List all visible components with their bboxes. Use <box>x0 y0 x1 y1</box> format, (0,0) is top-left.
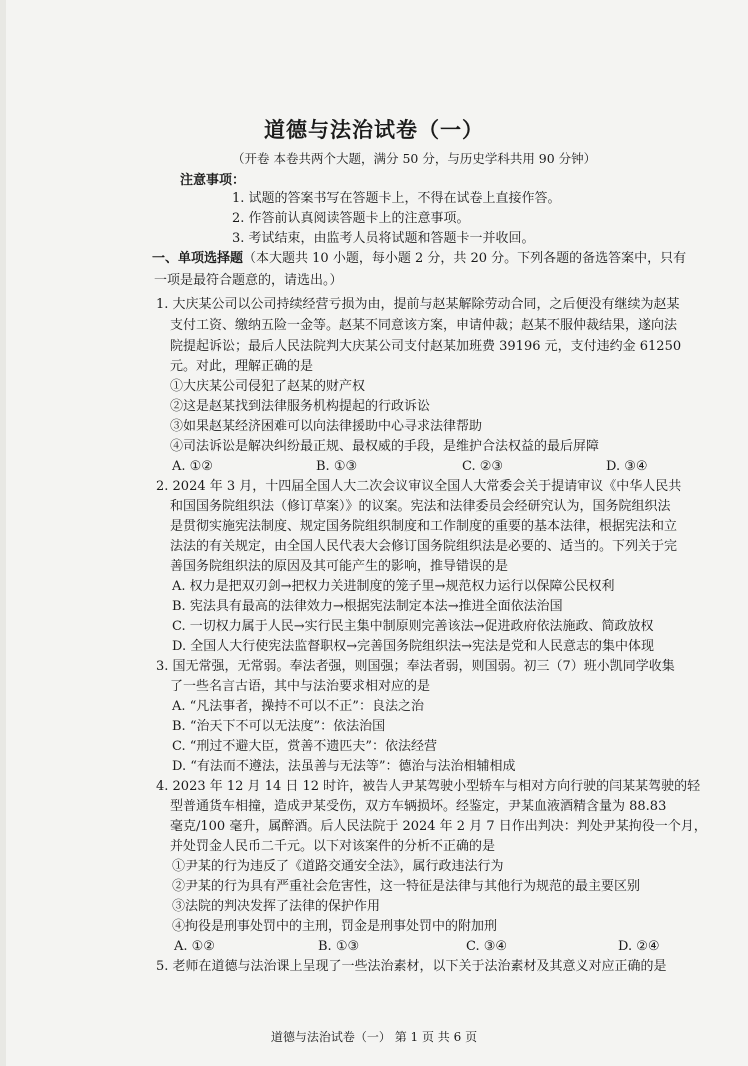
question-5-line: 5. 老师在道德与法治课上呈现了一些法治素材，以下关于法治素材及其意义对应正确的是 <box>156 959 667 974</box>
section-desc: （本大题共 10 小题，每小题 2 分，共 20 分。下列各题的备选答案中，只有 <box>243 251 687 266</box>
question-1-line: 院提起诉讼；最后人民法院判大庆某公司支付赵某加班费 39196 元，支付违约金 61250 <box>170 339 682 354</box>
question-3-option-a: A. “凡法事者，操持不可以不正”：良法之治 <box>172 699 424 714</box>
notice-heading: 注意事项： <box>180 173 246 188</box>
notice-item: 1. 试题的答案书写在答题卡上，不得在试卷上直接作答。 <box>232 191 561 206</box>
question-1-item: ③如果赵某经济困难可以向法律援助中心寻求法律帮助 <box>170 419 483 434</box>
question-2-line: 法法的有关规定，由全国人民代表大会修订国务院组织法是必要的、适当的。下列关于完 <box>170 539 678 554</box>
question-1-option-c: C. ②③ <box>462 459 504 474</box>
question-1-item: ②这是赵某找到法律服务机构提起的行政诉讼 <box>170 399 431 414</box>
question-1-line: 1. 大庆某公司以公司持续经营亏损为由，提前与赵某解除劳动合同，之后便没有继续为赵某 <box>156 297 680 312</box>
section-desc-line2: 一项是最符合题意的，请选出。） <box>154 273 343 288</box>
question-2-option-b: B. 宪法具有最高的法律效力→根据宪法制定本法→推进全面依法治国 <box>172 599 563 614</box>
question-4-line: 并处罚金人民币二千元。以下对该案件的分析不正确的是 <box>170 839 496 854</box>
question-2-option-c: C. 一切权力属于人民→实行民主集中制原则完善该法→促进政府依法施政、简政放权 <box>172 619 654 634</box>
question-4-option-b: B. ①③ <box>318 939 360 954</box>
question-2-line: 是贯彻实施宪法制度、规定国务院组织制度和工作制度的重要的基本法律，根据宪法和立 <box>170 519 678 534</box>
question-3-option-b: B. “治天下不可以无法度”：依法治国 <box>172 719 386 734</box>
question-1-option-b: B. ①③ <box>316 459 358 474</box>
question-4-item: ③法院的判决发挥了法律的保护作用 <box>172 899 381 914</box>
question-4-option-d: D. ②④ <box>618 939 660 954</box>
question-4-line: 4. 2023 年 12 月 14 日 12 时许，被告人尹某驾驶小型轿车与相对方向行驶的闫某某驾驶的轻 <box>156 779 701 794</box>
scan-margin <box>0 0 6 1066</box>
question-1-option-a: A. ①② <box>172 459 213 474</box>
question-1-item: ①大庆某公司侵犯了赵某的财产权 <box>170 379 366 394</box>
section-heading: 一、单项选择题 <box>152 251 244 266</box>
page-title: 道德与法治试卷（一） <box>264 118 484 142</box>
question-2-line: 2. 2024 年 3 月，十四届全国人大二次会议审议全国人大常委会关于提请审议《中华人民共 <box>156 479 682 494</box>
question-4-item: ④拘役是刑事处罚中的主刑，罚金是刑事处罚中的附加刑 <box>172 919 498 934</box>
page-subtitle: （开卷 本卷共两个大题，满分 50 分，与历史学科共用 90 分钟） <box>232 151 597 166</box>
question-4-item: ①尹某的行为违反了《道路交通安全法》，属行政违法行为 <box>172 859 504 874</box>
question-4-option-c: C. ③④ <box>466 939 508 954</box>
question-1-item: ④司法诉讼是解决纠纷最正规、最权威的手段，是维护合法权益的最后屏障 <box>170 439 600 454</box>
question-1-line: 支付工资、缴纳五险一金等。赵某不同意该方案，申请仲裁；赵某不服仲裁结果，遂向法 <box>170 318 678 333</box>
question-3-line: 3. 国无常强，无常弱。奉法者强，则国强；奉法者弱，则国弱。初三（7）班小凯同学收集 <box>156 659 675 674</box>
question-3-line: 了一些名言古语，其中与法治要求相对应的是 <box>170 679 431 694</box>
question-3-option-c: C. “刑过不避大臣，赏善不遗匹夫”：依法经营 <box>172 739 438 754</box>
section-heading-line <box>152 250 686 268</box>
page-footer: 道德与法治试卷（一） 第 1 页 共 6 页 <box>270 1030 478 1044</box>
question-3-option-d: D. “有法而不遵法，法虽善与无法等”：德治与法治相辅相成 <box>172 759 516 774</box>
question-1-line: 元。对此，理解正确的是 <box>170 359 314 374</box>
question-4-line: 型普通货车相撞，造成尹某受伤，双方车辆损坏。经鉴定，尹某血液酒精含量为 88.83 <box>170 799 667 814</box>
question-1-option-d: D. ③④ <box>606 459 648 474</box>
notice-item: 2. 作答前认真阅读答题卡上的注意事项。 <box>232 211 470 226</box>
notice-item: 3. 考试结束，由监考人员将试题和答题卡一并收回。 <box>232 231 535 246</box>
question-4-item: ②尹某的行为具有严重社会危害性，这一特征是法律与其他行为规范的最主要区别 <box>172 879 641 894</box>
question-4-line: 毫克/100 毫升，属醉酒。后人民法院于 2024 年 2 月 7 日作出判决：判处尹某拘役一个月， <box>170 819 707 834</box>
question-2-line: 和国国务院组织法（修订草案）》的议案。宪法和法律委员会经研究认为，国务院组织法 <box>170 499 671 514</box>
question-2-line: 善国务院组织法的原因及其可能产生的影响，推导错误的是 <box>170 559 509 574</box>
question-2-option-a: A. 权力是把双刃剑→把权力关进制度的笼子里→规范权力运行以保障公民权利 <box>172 579 615 594</box>
question-4-option-a: A. ①② <box>174 939 215 954</box>
question-2-option-d: D. 全国人大行使宪法监督职权→完善国务院组织法→宪法是党和人民意志的集中体现 <box>172 639 655 654</box>
